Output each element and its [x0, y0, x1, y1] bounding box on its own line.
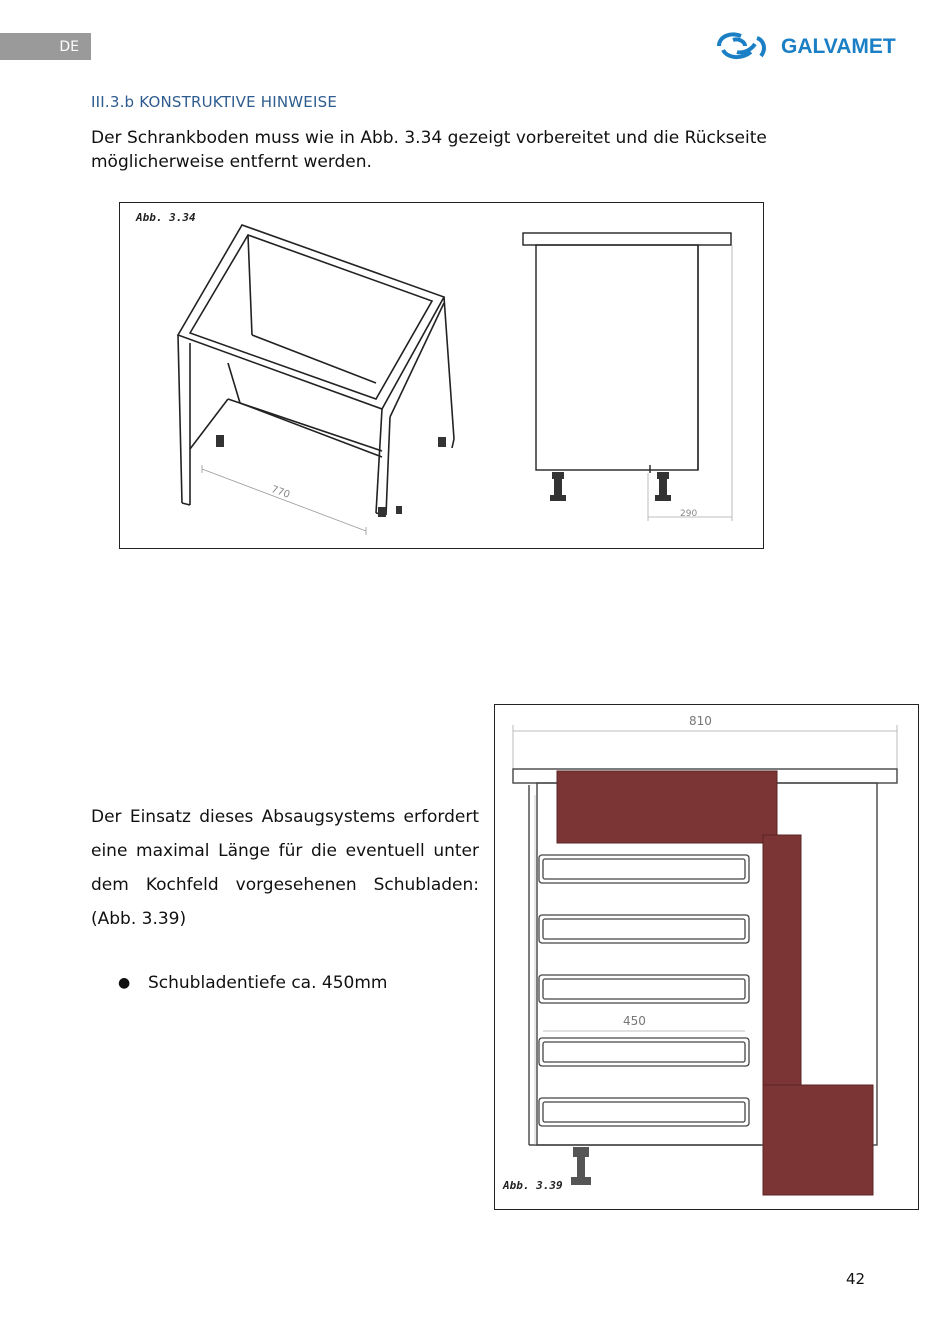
language-tag: DE	[0, 33, 91, 60]
dim-label-450: 450	[623, 1014, 646, 1028]
cabinet-feet	[216, 435, 446, 517]
side-view-feet	[550, 472, 671, 501]
page-number: 42	[846, 1270, 866, 1288]
dim-label-290: 290	[680, 509, 698, 519]
cabinet-isometric	[178, 225, 454, 515]
cabinet-foot	[571, 1147, 591, 1185]
dim-line-770	[202, 465, 366, 535]
cabinet-drawing	[120, 203, 763, 548]
figure-3-34-caption: Abb. 3.34	[136, 211, 196, 224]
intro-paragraph: Der Schrankboden muss wie in Abb. 3.34 gezeigt vorbereitet und die Rückseite möglicherweise entfernt werden.	[91, 128, 767, 172]
bullet-item	[118, 973, 387, 993]
bullet-text: Schubladentiefe ca. 450mm	[148, 973, 388, 993]
dim-label-810: 810	[689, 714, 712, 728]
cabinet-side-view	[523, 233, 731, 473]
drawers	[539, 855, 749, 1126]
dim-label-770: 770	[269, 484, 292, 501]
figure-3-39	[494, 704, 919, 1210]
galvamet-logo	[711, 26, 911, 66]
dim-line-810	[513, 725, 897, 770]
cabinet-section-drawing	[495, 705, 918, 1209]
figure-3-39-caption: Abb. 3.39	[503, 1179, 563, 1192]
logo-swirl-icon	[719, 34, 764, 57]
figure-3-34	[119, 202, 764, 549]
bullet-icon: ●	[118, 975, 131, 991]
logo-text: GALVAMET	[781, 35, 896, 58]
body-paragraph: Der Einsatz dieses Absaugsystems erfordert eine maximal Länge für die eventuell unter dem Kochfeld vorgesehenen Schubladen: (Abb. 3.39)	[91, 807, 479, 929]
section-title: III.3.b KONSTRUKTIVE HINWEISE	[91, 93, 337, 111]
